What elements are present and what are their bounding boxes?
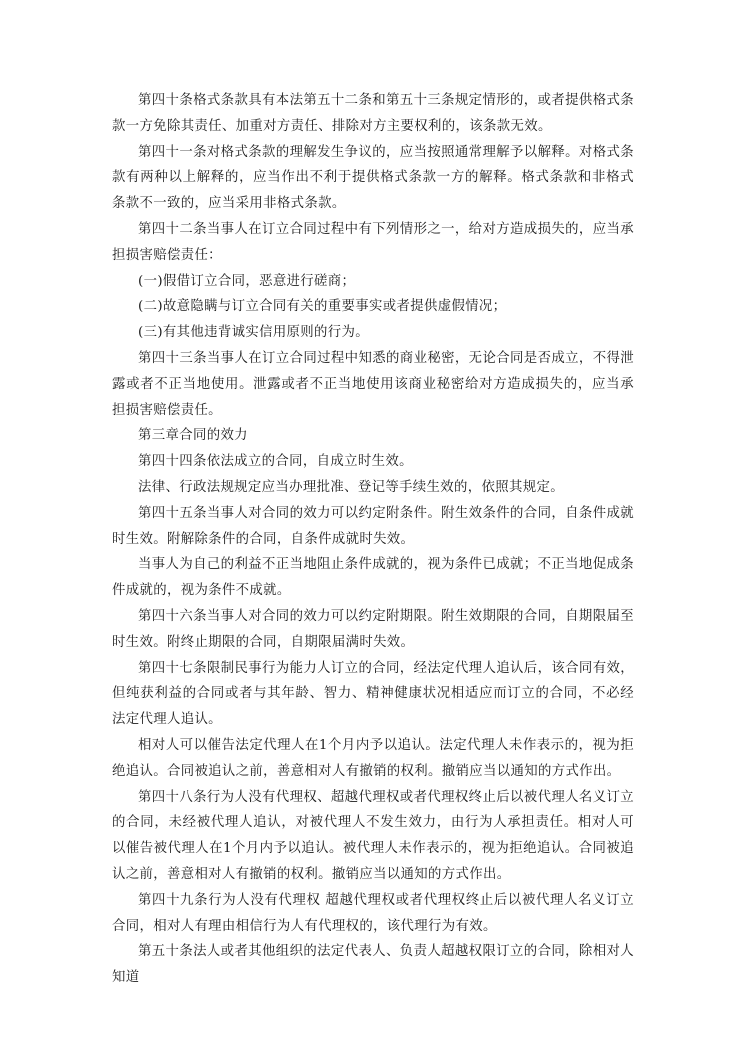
paragraph-article-45-clause-2: 当事人为自己的利益不正当地阻止条件成就的，视为条件已成就；不正当地促成条件成就的，视为条件不成就。 — [112, 557, 634, 599]
paragraph-article-47: 第四十七条限制民事行为能力人订立的合同，经法定代理人追认后，该合同有效，但纯获利益的合同或者与其年龄、智力、精神健康状况相适应而订立的合同，不必经法定代理人追认。 — [112, 660, 634, 728]
paragraph-article-44-clause-2: 法律、行政法规规定应当办理批准、登记等手续生效的，依照其规定。 — [138, 479, 564, 495]
list-item-1: (一)假借订立合同，恶意进行磋商； — [138, 273, 356, 289]
list-item-2: (二)故意隐瞒与订立合同有关的重要事实或者提供虚假情况； — [138, 299, 507, 315]
chapter-heading: 第三章合同的效力 — [138, 428, 248, 444]
paragraph-article-46: 第四十六条当事人对合同的效力可以约定附期限。附生效期限的合同，自期限届至时生效。附终止期限的合同，自期限届满时失效。 — [112, 608, 634, 650]
paragraph-article-41: 第四十一条对格式条款的理解发生争议的，应当按照通常理解予以解释。对格式条款有两种以上解释的，应当作出不利于提供格式条款一方的解释。格式条款和非格式条款不一致的，应当采用非格式条款。 — [112, 144, 634, 212]
paragraph-article-42: 第四十二条当事人在订立合同过程中有下列情形之一，给对方造成损失的，应当承担损害赔偿责任： — [112, 221, 634, 263]
paragraph-article-50: 第五十条法人或者其他组织的法定代表人、负责人超越权限订立的合同，除相对人知道 — [112, 944, 634, 986]
paragraph-article-48: 第四十八条行为人没有代理权、超越代理权或者代理权终止后以被代理人名义订立的合同，未经被代理人追认，对被代理人不发生效力，由行为人承担责任。相对人可以催告被代理人在1个月内予以追认。被代理人未作表示的，视为拒绝追认。合同被追认之前，善意相对人有撤销的权利。撤销应当以通知的方式作出。 — [112, 789, 634, 882]
list-item-3: (三)有其他违背诚实信用原则的行为。 — [138, 325, 369, 341]
paragraph-article-47-clause-2: 相对人可以催告法定代理人在1个月内予以追认。法定代理人未作表示的，视为拒绝追认。合同被追认之前，善意相对人有撤销的权利。撤销应当以通知的方式作出。 — [112, 737, 634, 779]
paragraph-article-43: 第四十三条当事人在订立合同过程中知悉的商业秘密，无论合同是否成立，不得泄露或者不正当地使用。泄露或者不正当地使用该商业秘密给对方造成损失的，应当承担损害赔偿责任。 — [112, 350, 634, 418]
paragraph-article-40: 第四十条格式条款具有本法第五十二条和第五十三条规定情形的，或者提供格式条款一方免除其责任、加重对方责任、排除对方主要权利的，该条款无效。 — [112, 93, 634, 134]
paragraph-article-44: 第四十四条依法成立的合同，自成立时生效。 — [138, 454, 413, 470]
paragraph-article-45: 第四十五条当事人对合同的效力可以约定附条件。附生效条件的合同，自条件成就时生效。附解除条件的合同，自条件成就时失效。 — [112, 505, 634, 547]
document-page — [112, 88, 634, 991]
paragraph-article-49: 第四十九条行为人没有代理权 超越代理权或者代理权终止后以被代理人名义订立合同，相对人有理由相信行为人有代理权的，该代理行为有效。 — [112, 892, 634, 934]
